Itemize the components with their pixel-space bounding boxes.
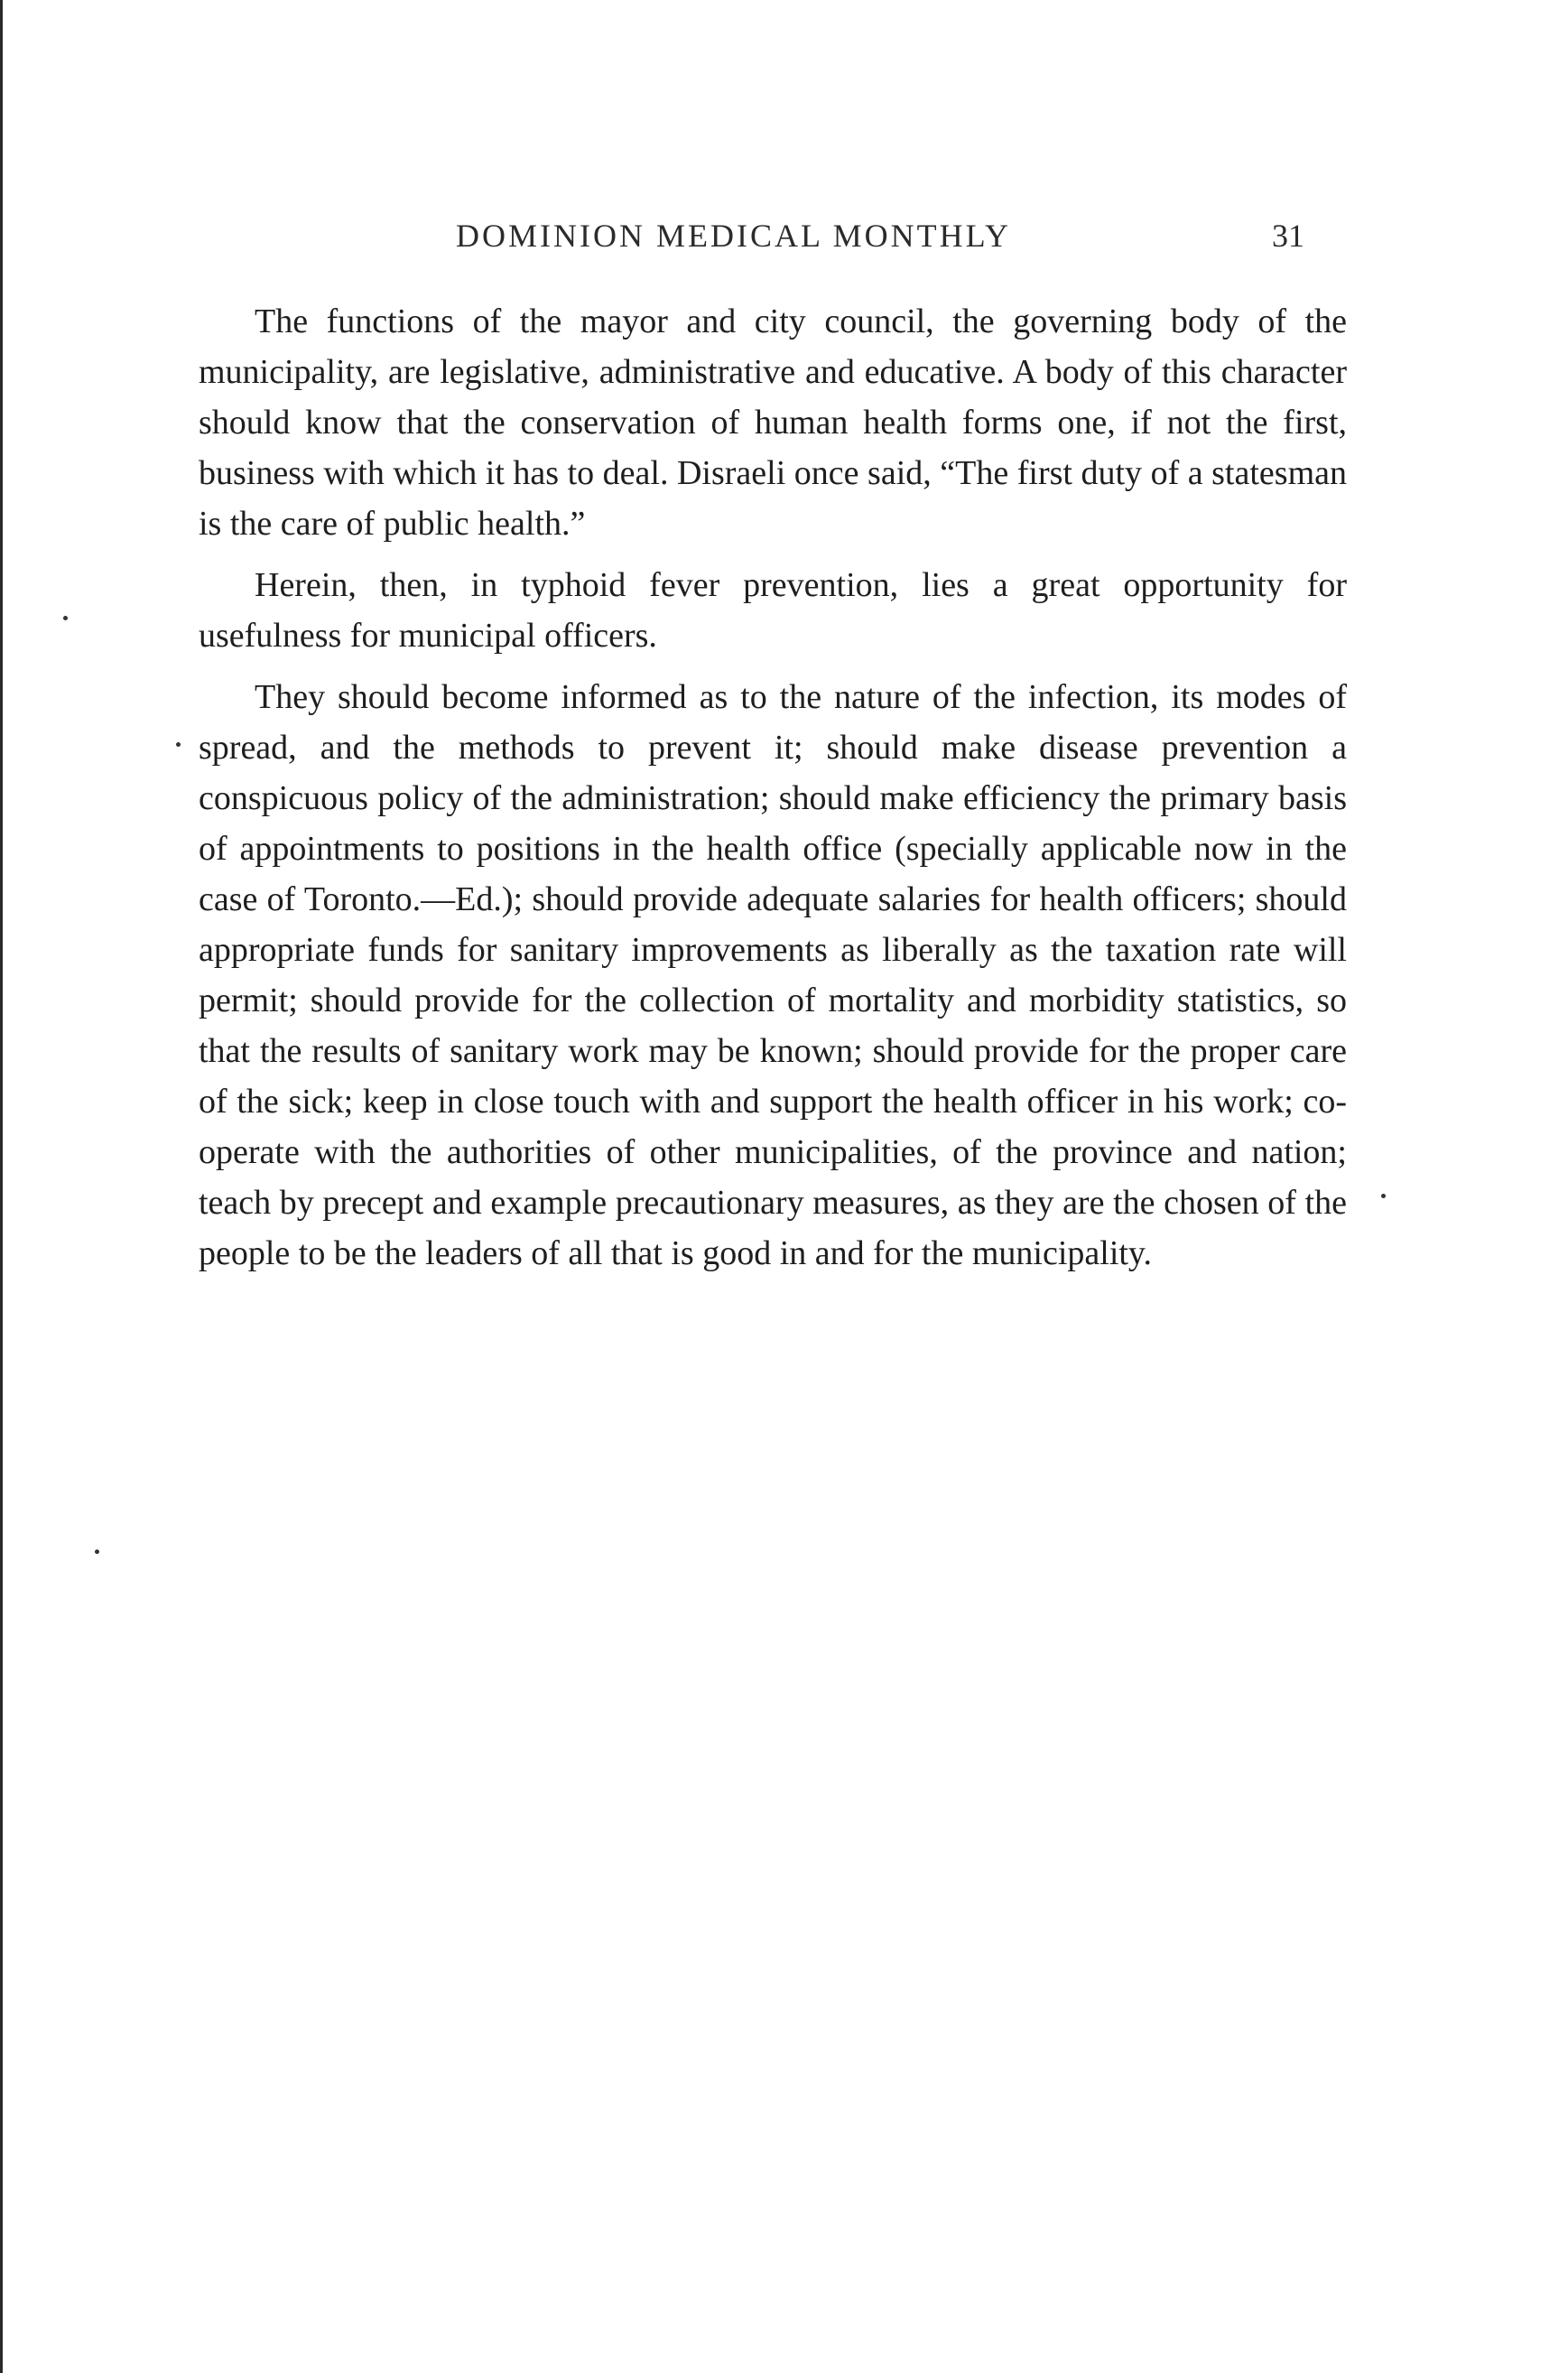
scan-speck: [1381, 1194, 1386, 1198]
scan-edge: [0, 0, 3, 2373]
running-title: DOMINION MEDICAL MONTHLY: [456, 218, 1012, 254]
scan-speck: [95, 1549, 99, 1554]
scan-speck: [63, 616, 68, 620]
paragraph: The functions of the mayor and city council, the governing body of the municipality, are legislative, administrative and educative. A body of this character should know that the conservation of human health forms one, if not the first, business with which it has to deal. Disraeli once said, “The first duty of a statesman is the care of public health.”: [199, 302, 1347, 543]
paragraph: They should become informed as to the nature of the infection, its modes of spread, and the methods to prevent it; should make disease prevention a conspicuous policy of the administration; should make efficiency the primary basis of appointments to positions in the health office (specially applicable now in the case of Toronto.—Ed.); should provide adequate salaries for health officers; should appropriate funds for sanitary improvements as liberally as the taxation rate will permit; should provide for the collection of mortality and morbidity statistics, so that the results of sanitary work may be known; should provide for the proper care of the sick; keep in close touch with and support the health officer in his work; co-operate with the authorities of other municipalities, of the province and nation; teach by precept and example precautionary measures, as they are the chosen of the people to be the leaders of all that is good in and for the municipality.: [199, 678, 1347, 1272]
page-number: 31: [1272, 218, 1304, 254]
article-body: [199, 296, 1347, 1289]
scan-speck: [176, 742, 181, 747]
paragraph: Herein, then, in typhoid fever prevention, lies a great opportunity for usefulness for municipal officers.: [199, 566, 1347, 655]
page-header: [456, 217, 1304, 262]
